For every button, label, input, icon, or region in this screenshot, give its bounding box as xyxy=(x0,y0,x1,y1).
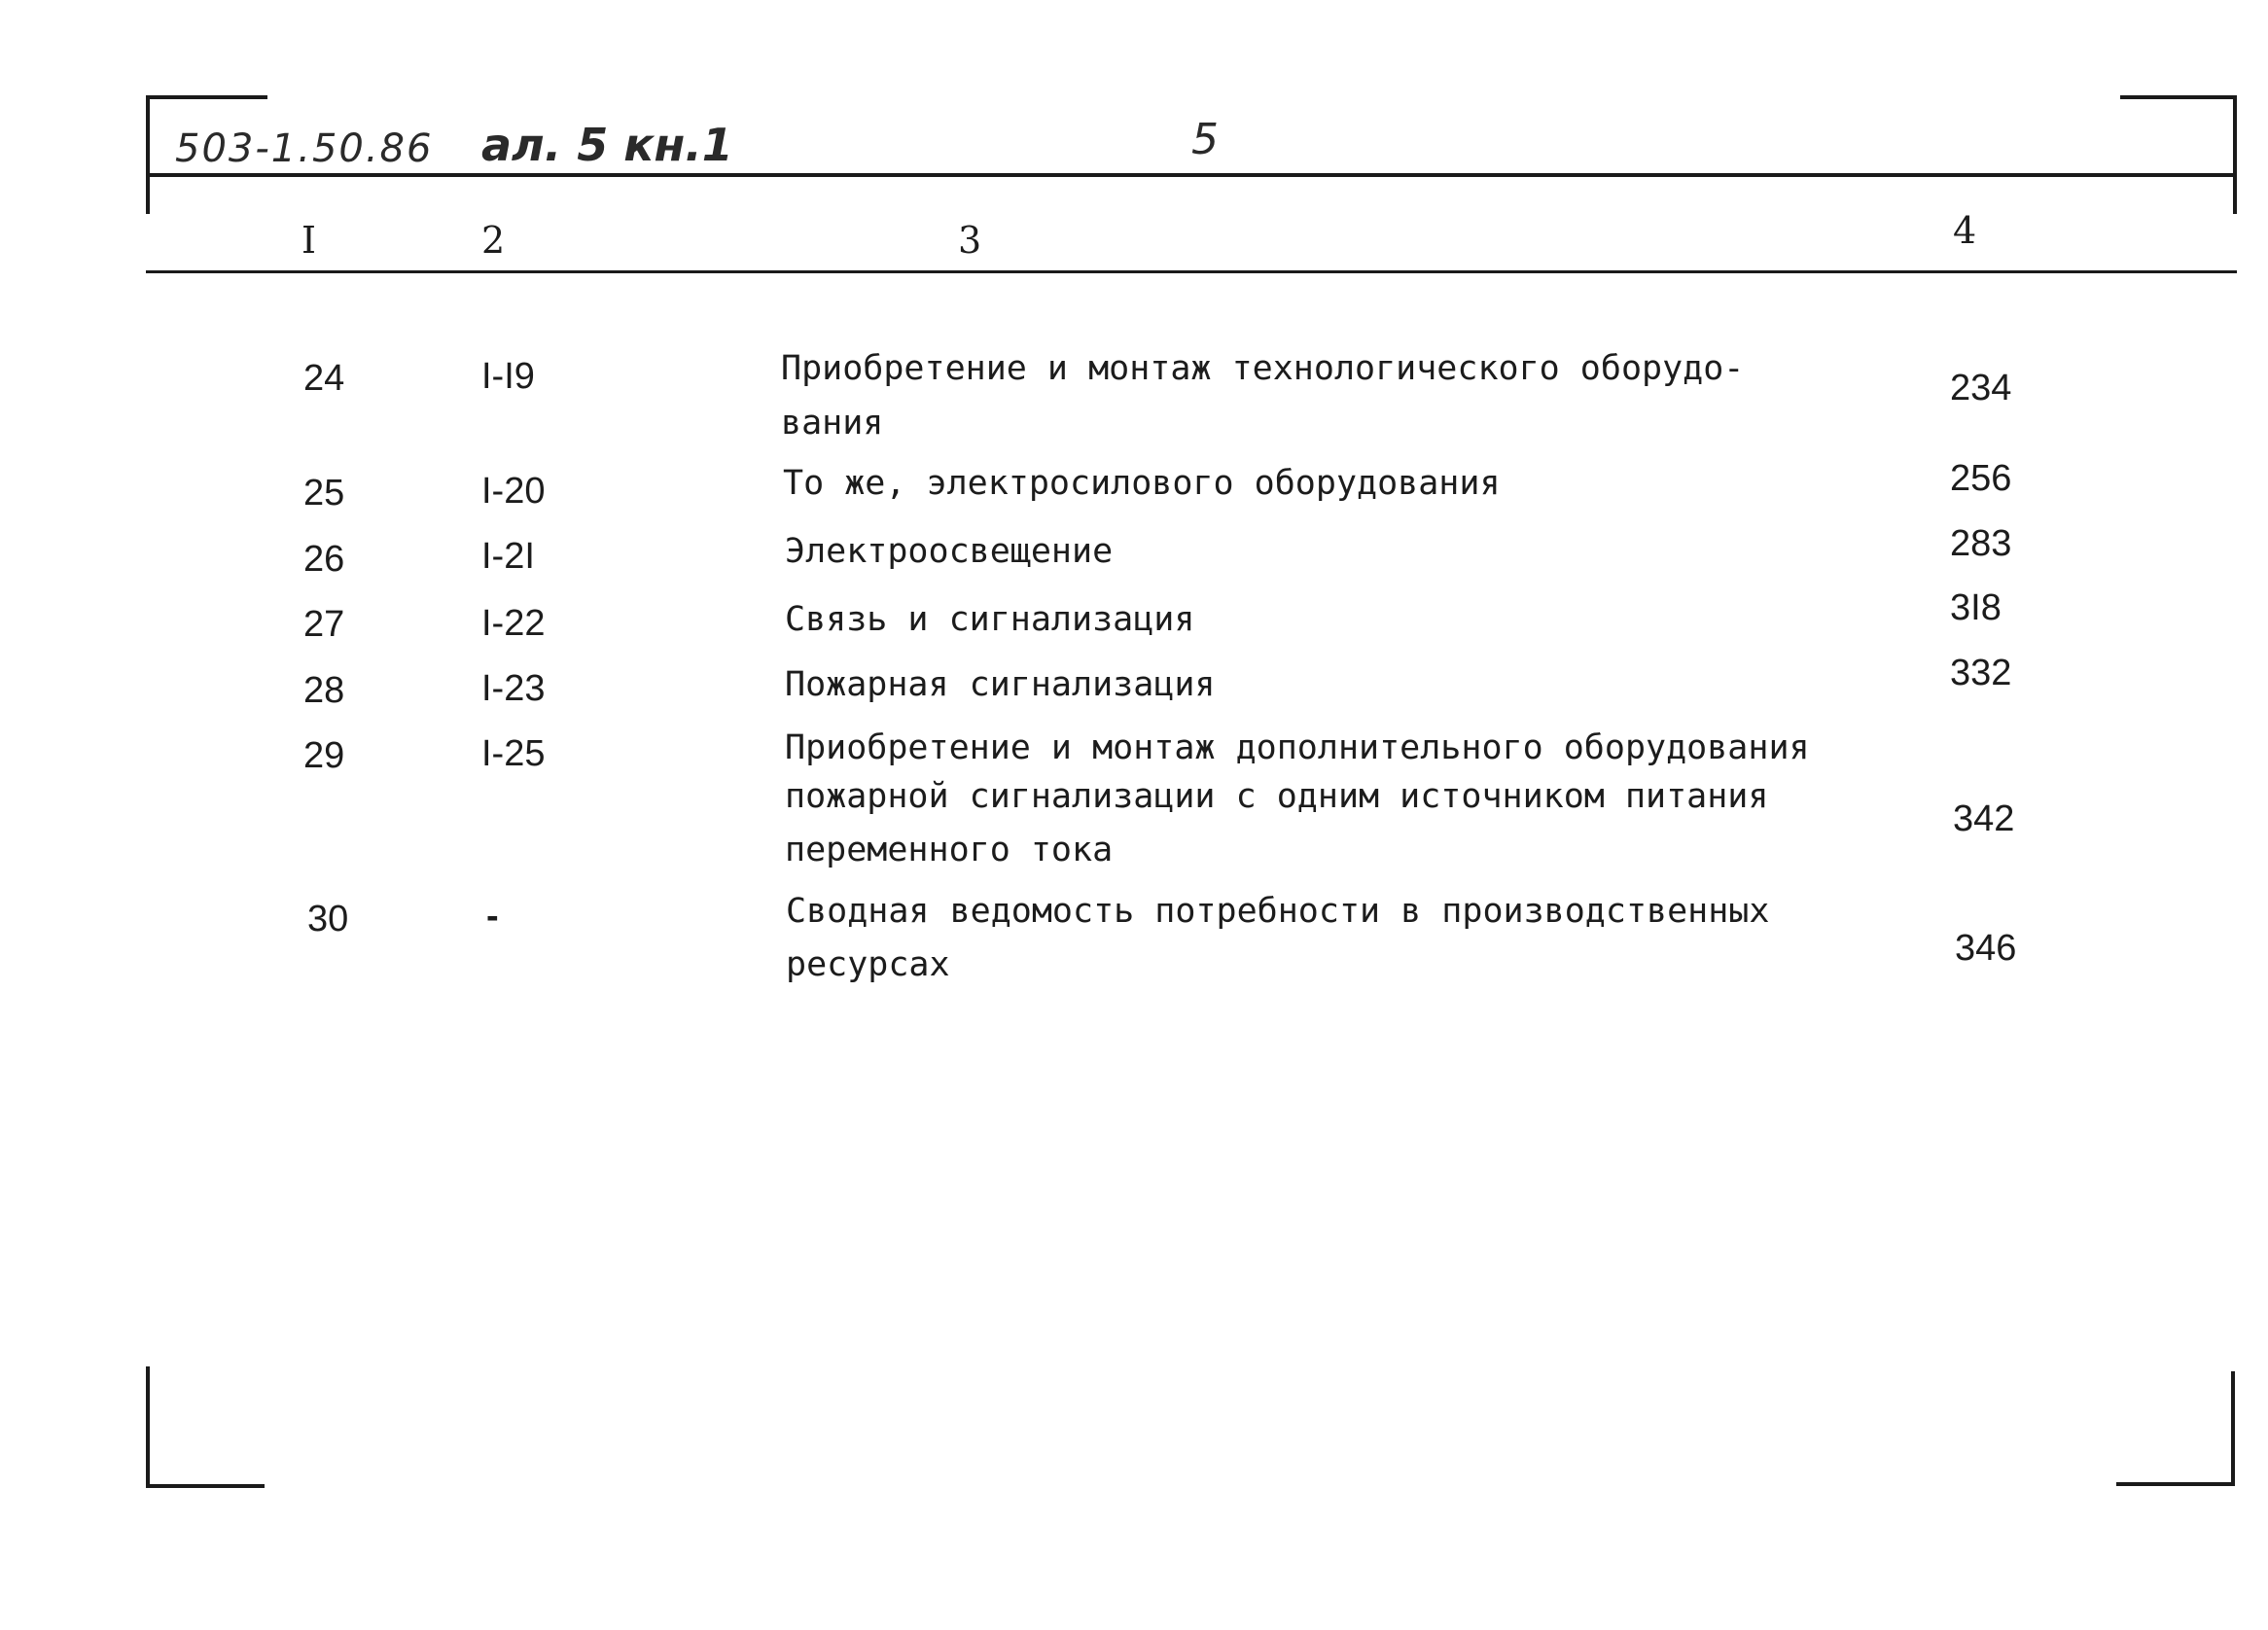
frame-corner-bottom-left-v xyxy=(146,1366,150,1488)
column-header-2: 2 xyxy=(481,219,506,262)
row-page: 342 xyxy=(1953,798,2015,839)
row-description-line: То же, электросилового оборудования xyxy=(783,464,1501,503)
row-description-line: ресурсах xyxy=(786,945,950,984)
sheet-reference: ал. 5 кн.1 xyxy=(481,119,733,171)
row-page: 256 xyxy=(1950,458,2012,499)
frame-corner-bottom-right-h xyxy=(2116,1482,2235,1486)
row-number: 26 xyxy=(303,539,345,580)
row-description-line: Электроосвещение xyxy=(785,532,1114,571)
row-number: 30 xyxy=(307,899,349,939)
row-ref: I-23 xyxy=(481,668,546,709)
column-header-3: 3 xyxy=(958,219,982,262)
row-ref: - xyxy=(486,896,499,937)
row-page: 283 xyxy=(1950,523,2012,564)
row-ref: I-2I xyxy=(481,536,535,577)
row-number: 27 xyxy=(303,604,345,645)
column-header-1: I xyxy=(301,219,317,262)
row-description-line: Приобретение и монтаж дополнительного оборудования xyxy=(785,728,1810,767)
column-header-rule xyxy=(146,270,2237,273)
row-description-line: Пожарная сигнализация xyxy=(785,665,1216,704)
row-number: 24 xyxy=(303,358,345,399)
frame-corner-bottom-right-v xyxy=(2231,1371,2235,1486)
frame-corner-top-right-v xyxy=(2233,95,2237,214)
row-page: 346 xyxy=(1955,928,2017,969)
row-number: 25 xyxy=(303,473,345,514)
column-header-4: 4 xyxy=(1953,209,1977,252)
header-rule xyxy=(146,173,2237,177)
row-description-line: вания xyxy=(781,404,884,443)
row-ref: I-25 xyxy=(481,733,546,774)
row-ref: I-I9 xyxy=(481,356,535,397)
row-number: 29 xyxy=(303,735,345,776)
frame-corner-top-left-h xyxy=(146,95,267,99)
row-page: 234 xyxy=(1950,368,2012,408)
row-description-line: переменного тока xyxy=(785,831,1114,869)
row-ref: I-20 xyxy=(481,471,546,512)
row-number: 28 xyxy=(303,670,345,711)
document-code: 503-1.50.86 xyxy=(175,126,434,171)
frame-corner-top-left-v xyxy=(146,95,150,214)
row-page: 332 xyxy=(1950,653,2012,693)
row-description-line: Приобретение и монтаж технологического оборудо- xyxy=(781,349,1745,388)
row-description-line: пожарной сигнализации с одним источником питания xyxy=(785,777,1769,816)
row-description-line: Связь и сигнализация xyxy=(785,600,1195,639)
frame-corner-top-right-h xyxy=(2120,95,2237,99)
page-number: 5 xyxy=(1191,115,1219,164)
row-description-line: Сводная ведомость потребности в производственных xyxy=(786,892,1770,931)
row-page: 3I8 xyxy=(1950,587,2002,628)
row-ref: I-22 xyxy=(481,603,546,644)
frame-corner-bottom-left-h xyxy=(146,1484,265,1488)
